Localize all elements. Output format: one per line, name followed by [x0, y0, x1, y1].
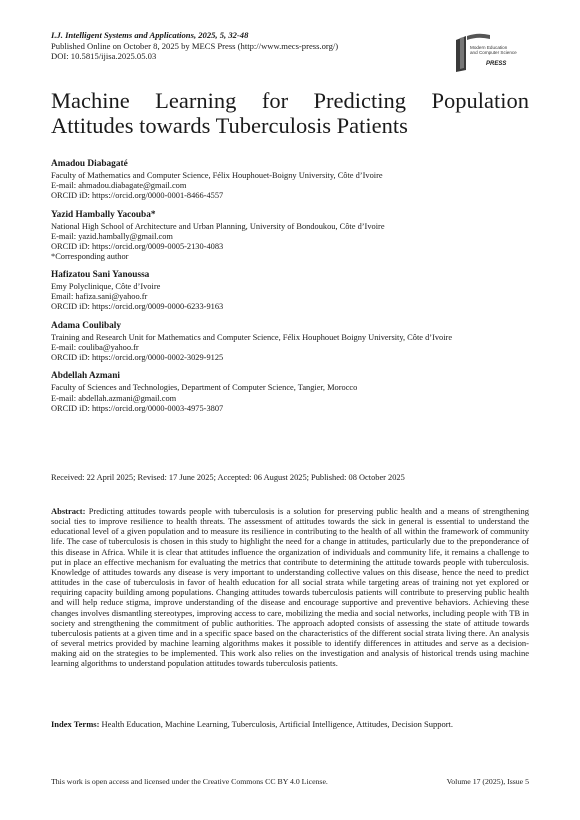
author-detail: Faculty of Sciences and Technologies, Department of Computer Science, Tangier, Morocco: [51, 383, 358, 393]
author-block: [51, 321, 531, 363]
author-detail: E-mail: couliba@yahoo.fr: [51, 342, 139, 352]
title-line-1: Machine Learning for Predicting Population: [51, 88, 529, 113]
logo-text: Modern Education and Computer Science: [470, 45, 517, 56]
author-name: Yazid Hambally Yacouba*: [51, 209, 156, 220]
index-terms-text: Health Education, Machine Learning, Tuberculosis, Artificial Intelligence, Attitudes, Decision Support.: [99, 719, 454, 729]
author-detail: Faculty of Mathematics and Computer Science, Félix Houphouet-Boigny University, Côte d’Ivoire: [51, 171, 383, 180]
author-name: Amadou Diabagaté: [51, 159, 128, 169]
author-detail: E-mail: abdellah.azmani@gmail.com: [51, 393, 177, 403]
abstract: [51, 506, 529, 669]
author-detail: Training and Research Unit for Mathematics and Computer Science, Félix Houphouet Boigny University, Côte d’Ivoire: [51, 332, 453, 342]
author-block: [51, 159, 531, 201]
author-detail: National High School of Architecture and Urban Planning, University of Bondoukou, Côte d’Ivoire: [51, 221, 385, 231]
abstract-text: Predicting attitudes towards people with tuberculosis is a solution for preserving public health and a means of strengthening social ties to improve resilience to health threats. The assessment of attitudes towards the sick in general is essential to understand the educational level of a given population and to measure its resilience in contributing to the health of all within the framework of community life. The case of tuberculosis is chosen in this study to highlight the need for a change in attitudes, particularly due to the preponderance of this disease in Africa. While it is clear that attitudes influence the organization of individuals and community life, it remains a challenge to put in place an effective mechanism for evaluating the metrics that contribute to determining the attitude towards people with tuberculosis. Knowledge of attitudes towards any disease is very important to understanding collective values on this disease, hence the need to predict attitudes in the case of tuberculosis in favor of health education for all social strata while targeting areas of training not yet explored or requiring capacity building among populations. Changing attitudes towards tuberculosis patients will contribute to preserving public health and will help reduce stigma, improve understanding of the disease and encourage supportive and preventive behaviors. Achieving these changes involves dismantling stereotypes, improving access to care, mobilizing the media and social networks, including people with TB in society and strengthening the commitment of public authorities. The approach adopted consists of assessing the state of attitude towards tuberculosis patients at a given time and in a specific space based on the characteristics of the different social strata living there. An analysis of several metrics provided by machine learning algorithms makes it possible to identify differences in attitudes and serve as a decision-making aid on the strategies to be implemented. This work also relies on the investigation and analysis of historical trends using machine learning algorithms to understand population attitudes towards tuberculosis patients.: [51, 506, 529, 669]
author-detail: Email: hafiza.sani@yahoo.fr: [51, 292, 148, 302]
author-detail: ORCID iD: https://orcid.org/0009-0005-2130-4083: [51, 241, 224, 251]
author-block: [51, 210, 531, 262]
index-terms-label: Index Terms:: [51, 719, 100, 729]
author-name: Adama Coulibaly: [51, 320, 121, 331]
submission-dates: Received: 22 April 2025; Revised: 17 June 2025; Accepted: 06 August 2025; Published: 08 October 2025: [51, 473, 405, 482]
author-detail: ORCID iD: https://orcid.org/0009-0000-6233-9163: [51, 302, 224, 312]
author-name: Hafizatou Sani Yanoussa: [51, 270, 150, 281]
author-detail: ORCID iD: https://orcid.org/0000-0002-3029-9125: [51, 353, 224, 363]
journal-citation: [51, 30, 441, 41]
title-line-2: Attitudes towards Tuberculosis Patients: [51, 113, 408, 138]
author-list: [51, 159, 531, 422]
author-detail: E-mail: yazid.hambally@gmail.com: [51, 231, 173, 241]
author-detail: *Corresponding author: [51, 251, 129, 261]
author-name: Abdellah Azmani: [51, 371, 120, 382]
volume-issue: Volume 17 (2025), Issue 5: [446, 777, 529, 786]
author-detail: E-mail: ahmadou.diabagate@gmail.com: [51, 181, 187, 191]
author-detail: ORCID iD: https://orcid.org/0000-0001-8466-4557: [51, 191, 224, 201]
logo-press: PRESS: [486, 61, 507, 67]
publication-info: Published Online on October 8, 2025 by MECS Press (http://www.mecs-press.org/): [51, 40, 339, 51]
license-note: This work is open access and licensed under the Creative Commons CC BY 4.0 License.: [51, 777, 328, 786]
author-block: [51, 371, 531, 413]
paper-title: [51, 88, 529, 138]
author-block: [51, 270, 531, 312]
index-terms: [51, 719, 529, 729]
journal-name: I.J. Intelligent Systems and Applications: [51, 30, 194, 40]
doi: DOI: 10.5815/ijisa.2025.05.03: [51, 51, 157, 62]
journal-header: [51, 30, 441, 62]
abstract-label: Abstract:: [51, 506, 86, 516]
author-detail: Emy Polyclinique, Côte d’Ivoire: [51, 282, 161, 292]
author-detail: ORCID iD: https://orcid.org/0000-0003-4975-3807: [51, 403, 224, 413]
journal-issue: , 2025, 5, 32-48: [193, 30, 249, 40]
